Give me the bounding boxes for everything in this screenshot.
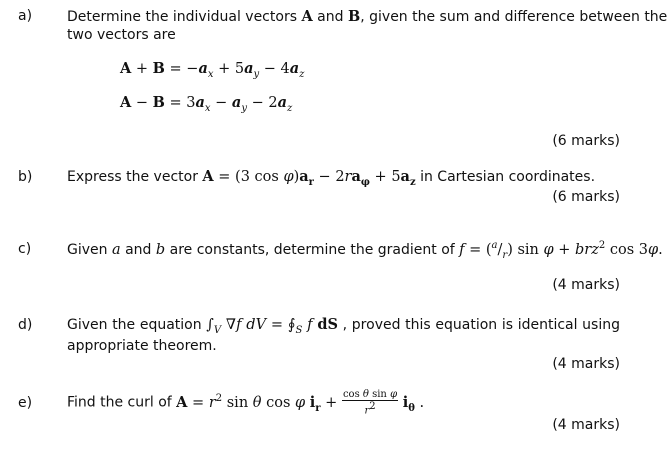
question-a-text-line1: Determine the individual vectors A and B, given the sum and difference between the <box>67 8 667 25</box>
question-c-label: c) <box>18 241 32 257</box>
question-d-text-line1: Given the equation $\int_V$ ∇f dV = $∮_S$ f dS , proved this equation is identical using <box>67 316 621 336</box>
equation-sum: $A + B = -a_x + 5a_y - 4a_z$ <box>120 60 305 80</box>
question-b-label: b) <box>18 169 33 185</box>
question-b-marks: (6 marks) <box>552 189 620 205</box>
question-b-text: Express the vector A = (3 $\cos \varphi)a_r - 2ra_\varphi + 5a_z$ in Cartesian coordinates. <box>67 168 596 188</box>
question-a-marks: (6 marks) <box>552 133 620 149</box>
equation-difference: $A - B = 3a_x - a_y - 2a_z$ <box>120 94 293 114</box>
question-e-text: Find the curl of $A = r^2$ sin θ cos φ $i_r$ + $\frac{\text{cos θ sin φ}}{r^2}$ $i_\theta$ . <box>67 389 425 417</box>
question-c-text: Given a and b are constants, determine the gradient of $f = (^a/_r)$ sin φ + brz$^2$ cos 3φ. <box>67 240 663 261</box>
question-c-marks: (4 marks) <box>552 277 620 293</box>
question-d-marks: (4 marks) <box>552 356 620 372</box>
question-a-text-line2: two vectors are <box>67 27 176 43</box>
question-e-marks: (4 marks) <box>552 417 620 433</box>
question-d-text-line2: appropriate theorem. <box>67 338 217 354</box>
question-a-label: a) <box>18 8 33 24</box>
question-d-label: d) <box>18 317 33 333</box>
question-e-label: e) <box>18 395 33 411</box>
